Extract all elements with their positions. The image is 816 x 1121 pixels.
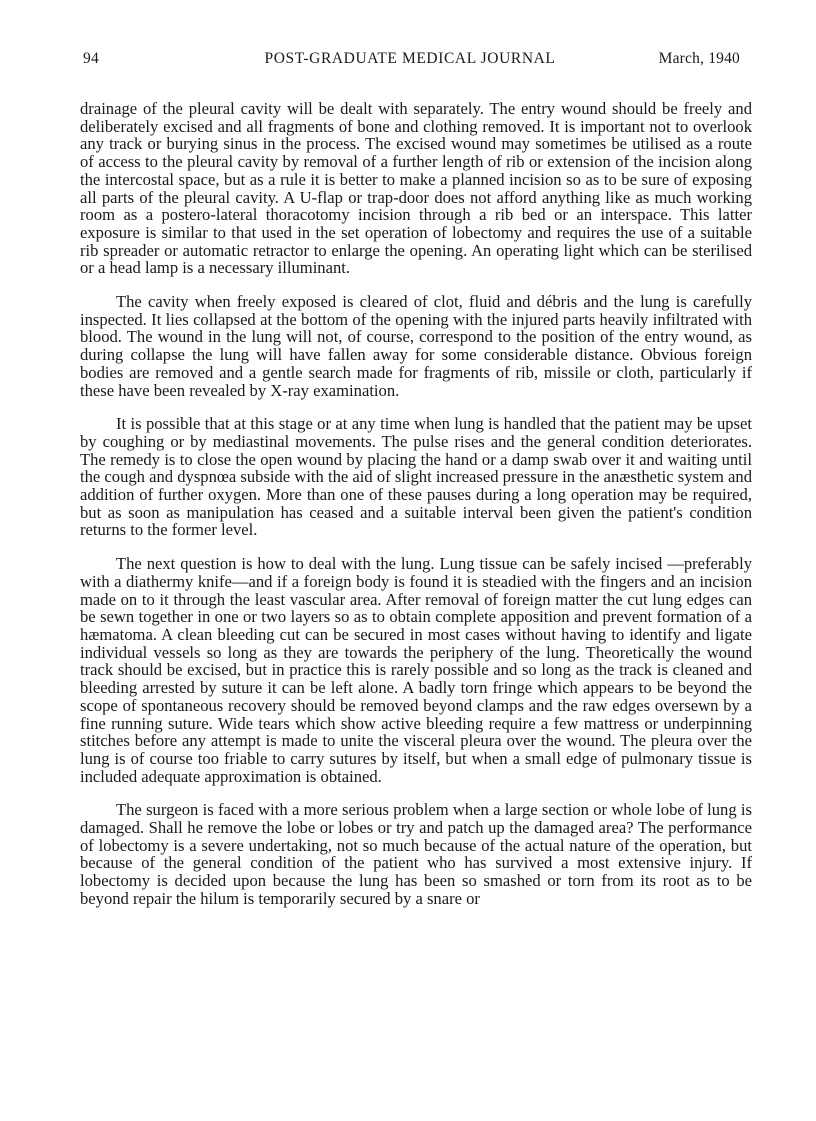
running-head bbox=[80, 50, 740, 72]
journal-title: POST-GRADUATE MEDICAL JOURNAL bbox=[264, 50, 556, 67]
paragraph: The next question is how to deal with the lung. Lung tissue can be safely incised —preferably with a diathermy knife—and if a foreign body is found it is steadied with the fingers and an incision made on to it through the least vascular area. After removal of foreign matter the cut lung edges can be sewn together in one or two layers so as to obtain complete apposition and prevent formation of a hæmatoma. A clean bleeding cut can be secured in most cases without having to identify and ligate individual vessels so long as they are towards the periphery of the lung. Theoretically the wound track should be excised, but in practice this is rarely possible and so long as the track is cleaned and bleeding arrested by suture it can be left alone. A badly torn fringe which appears to be beyond the scope of spontaneous recovery should be removed beyond clamps and the raw edges oversewn by a fine running suture. Wide tears which show active bleeding require a few mattress or underpinning stitches before any attempt is made to unite the visceral pleura over the wound. The pleura over the lung is of course too friable to carry sutures by itself, but when a small edge of pulmonary tissue is included adequate approximation is obtained. bbox=[80, 554, 752, 786]
paragraph-continued: drainage of the pleural cavity will be dealt with separately. The entry wound should be freely and deliberately excised and all fragments of bone and clothing removed. It is important not to overlook any track or burying sinus in the process. The excised wound may sometimes be utilised as a route of access to the pleural cavity by removal of a further length of rib or extension of the incision along the intercostal space, but as a rule it is better to make a planned incision so as to be sure of exposing all parts of the pleural cavity. A U-flap or trap-door does not afford anything like as much working room as a postero-lateral thoracotomy incision through a rib bed or an interspace. This latter exposure is similar to that used in the set operation of lobectomy and requires the use of a suitable rib spreader or automatic retractor to enlarge the opening. An operating light which can be sterilised or a head lamp is a necessary illuminant. bbox=[80, 99, 752, 278]
paragraph: The cavity when freely exposed is cleared of clot, fluid and débris and the lung is carefully inspected. It lies collapsed at the bottom of the opening with the injured parts heavily infiltrated with blood. The wound in the lung will not, of course, correspond to the position of the entry wound, as during collapse the lung will have fallen away for some considerable distance. Obvious foreign bodies are removed and a gentle search made for fragments of rib, missile or cloth, particularly if these have been revealed by X-ray examination. bbox=[80, 292, 752, 400]
page-number: 94 bbox=[83, 50, 99, 67]
paragraph: The surgeon is faced with a more serious problem when a large section or whole lobe of lung is damaged. Shall he remove the lobe or lobes or try and patch up the damaged area? The performance of lobectomy is a severe undertaking, not so much because of the actual nature of the operation, but because of the general condition of the patient who has survived a most extensive injury. If lobectomy is decided upon because the lung has been so smashed or torn from its root as to be beyond repair the hilum is temporarily secured by a snare or bbox=[80, 800, 752, 908]
issue-date: March, 1940 bbox=[658, 50, 740, 67]
paragraph: It is possible that at this stage or at any time when lung is handled that the patient may be upset by coughing or by mediastinal movements. The pulse rises and the general condition deteriorates. The remedy is to close the open wound by placing the hand or a damp swab over it and waiting until the cough and dyspnœa subside with the aid of slight increased pressure in the anæsthetic system and addition of further oxygen. More than one of these pauses during a long operation may be required, but as soon as manipulation has ceased and a suitable interval been given the patient's condition returns to the former level. bbox=[80, 414, 752, 540]
article-body bbox=[80, 100, 752, 924]
